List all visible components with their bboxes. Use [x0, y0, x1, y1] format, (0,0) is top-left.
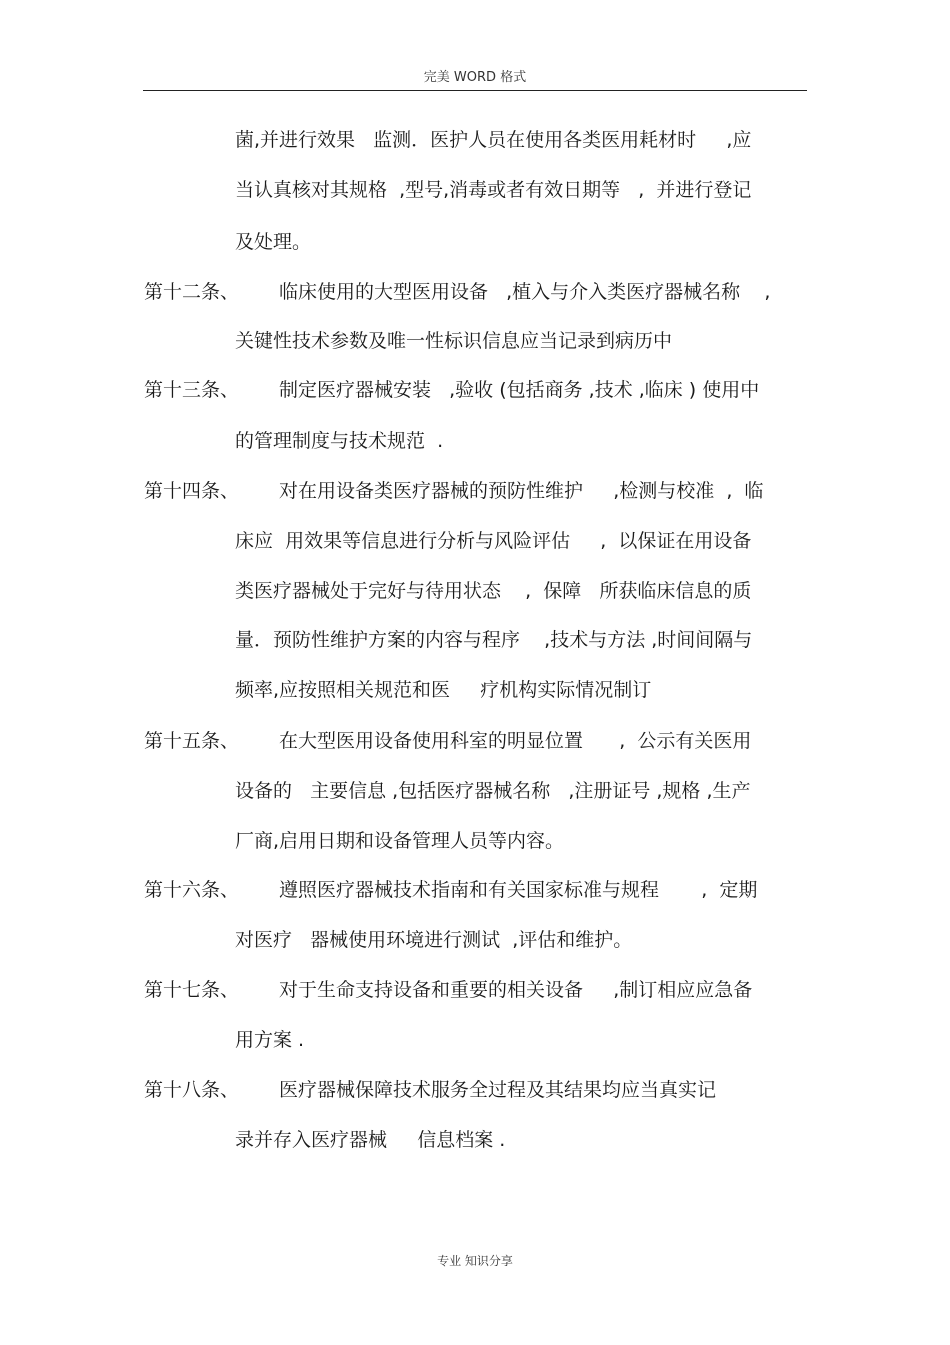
article-13-number: 第十三条、 [144, 379, 240, 401]
article-17-text: 对于生命支持设备和重要的相关设备 ,制订相应应急备 [279, 979, 753, 1001]
article-18-text: 录并存入医疗器械 信息档案 . [235, 1129, 506, 1151]
article-12-text: 关键性技术参数及唯一性标识信息应当记录到病历中 [235, 330, 673, 352]
article-16-number: 第十六条、 [144, 879, 240, 901]
article-12-text: 临床使用的大型医用设备 ,植入与介入类医疗器械名称 , [279, 281, 771, 303]
continuation-line: 及处理。 [235, 231, 312, 253]
continuation-line: 当认真核对其规格 ,型号,消毒或者有效日期等 , 并进行登记 [235, 179, 752, 201]
article-14-text: 对在用设备类医疗器械的预防性维护 ,检测与校准 , 临 [279, 480, 764, 502]
article-16-text: 遵照医疗器械技术指南和有关国家标准与规程 , 定期 [279, 879, 758, 901]
continuation-line: 菌,并进行效果 监测．医护人员在使用各类医用耗材时 ,应 [235, 129, 752, 151]
article-15-text: 在大型医用设备使用科室的明显位置 , 公示有关医用 [279, 730, 752, 752]
article-14-text: 类医疗器械处于完好与待用状态 , 保障 所获临床信息的质 [235, 580, 752, 602]
article-18-text: 医疗器械保障技术服务全过程及其结果均应当真实记 [279, 1079, 717, 1101]
article-17-text: 用方案 . [235, 1029, 305, 1051]
article-14-text: 床应 用效果等信息进行分析与风险评估 , 以保证在用设备 [235, 530, 752, 552]
article-14-number: 第十四条、 [144, 480, 240, 502]
header-divider [143, 90, 807, 91]
page-footer: 专业 知识分享 [437, 1254, 513, 1268]
article-12-number: 第十二条、 [144, 281, 240, 303]
article-17-number: 第十七条、 [144, 979, 240, 1001]
article-15-text: 设备的 主要信息 ,包括医疗器械名称 ,注册证号 ,规格 ,生产 [235, 780, 751, 802]
article-18-number: 第十八条、 [144, 1079, 240, 1101]
article-15-number: 第十五条、 [144, 730, 240, 752]
page-header: 完美 WORD 格式 [423, 70, 527, 85]
article-15-text: 厂商,启用日期和设备管理人员等内容。 [235, 830, 565, 852]
article-16-text: 对医疗 器械使用环境进行测试 ,评估和维护。 [235, 929, 633, 951]
article-13-text: 制定医疗器械安装 ,验收 (包括商务 ,技术 ,临床 ) 使用中 [279, 379, 760, 401]
article-14-text: 频率,应按照相关规范和医 疗机构实际情况制订 [235, 679, 652, 701]
article-13-text: 的管理制度与技术规范 . [235, 430, 444, 452]
article-14-text: 量．预防性维护方案的内容与程序 ,技术与方法 ,时间间隔与 [235, 629, 753, 651]
